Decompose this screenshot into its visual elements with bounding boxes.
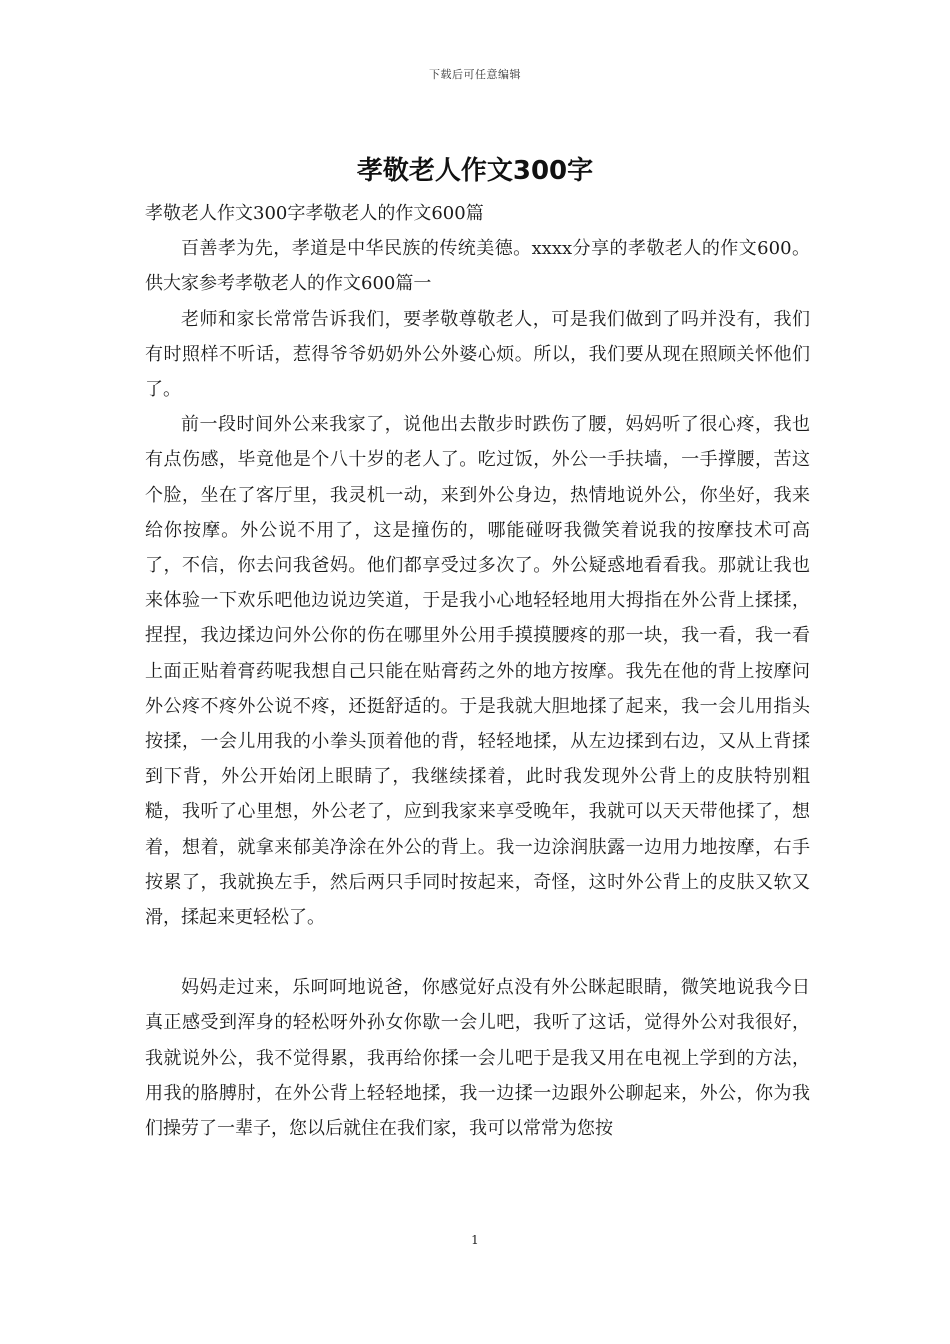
paragraph-2: 老师和家长常常告诉我们，要孝敬尊敬老人，可是我们做到了吗并没有，我们有时照样不听话，惹得爷爷奶奶外公外婆心烦。所以，我们要从现在照顾关怀他们了。 <box>145 308 810 401</box>
document-body <box>145 196 810 1146</box>
header-note: 下载后可任意编辑 <box>429 68 521 81</box>
paragraph-4: 妈妈走过来，乐呵呵地说爸，你感觉好点没有外公眯起眼睛，微笑地说我今日真正感受到浑身的轻松呀外孙女你歇一会儿吧，我听了这话，觉得外公对我很好，我就说外公，我不觉得累，我再给你揉一会儿吧于是我又用在电视上学到的方法，用我的胳膊肘，在外公背上轻轻地揉，我一边揉一边跟外公聊起来，外公，你为我们操劳了一辈子，您以后就住在我们家，我可以常常为您按 <box>145 977 810 1140</box>
page-number: 1 <box>471 1233 479 1247</box>
document-title: 孝敬老人作文300字 <box>356 156 594 186</box>
paragraph-1: 百善孝为先，孝道是中华民族的传统美德。xxxx分享的孝敬老人的作文600。供大家参考孝敬老人的作文600篇一 <box>145 238 810 295</box>
paragraph-3: 前一段时间外公来我家了，说他出去散步时跌伤了腰，妈妈听了很心疼，我也有点伤感，毕竟他是个八十岁的老人了。吃过饭，外公一手扶墙，一手撑腰，苦这个脸，坐在了客厅里，我灵机一动，来到外公身边，热情地说外公，你坐好，我来给你按摩。外公说不用了，这是撞伤的，哪能碰呀我微笑着说我的按摩技术可高了，不信，你去问我爸妈。他们都享受过多次了。外公疑惑地看看我。那就让我也来体验一下欢乐吧他边说边笑道，于是我小心地轻轻地用大拇指在外公背上揉揉，捏捏，我边揉边问外公你的伤在哪里外公用手摸摸腰疼的那一块，我一看，我一看上面正贴着膏药呢我想自己只能在贴膏药之外的地方按摩。我先在他的背上按摩问外公疼不疼外公说不疼，还挺舒适的。于是我就大胆地揉了起来，我一会儿用指头按揉，一会儿用我的小拳头顶着他的背，轻轻地揉，从左边揉到右边，又从上背揉到下背，外公开始闭上眼睛了，我继续揉着，此时我发现外公背上的皮肤特别粗糙，我听了心里想，外公老了，应到我家来享受晚年，我就可以天天带他揉了，想着，想着，就拿来郁美净涂在外公的背上。我一边涂润肤露一边用力地按摩，右手按累了，我就换左手，然后两只手同时按起来，奇怪，这时外公背上的皮肤又软又滑，揉起来更轻松了。 <box>145 414 810 929</box>
subtitle-line: 孝敬老人作文300字孝敬老人的作文600篇 <box>145 203 484 224</box>
